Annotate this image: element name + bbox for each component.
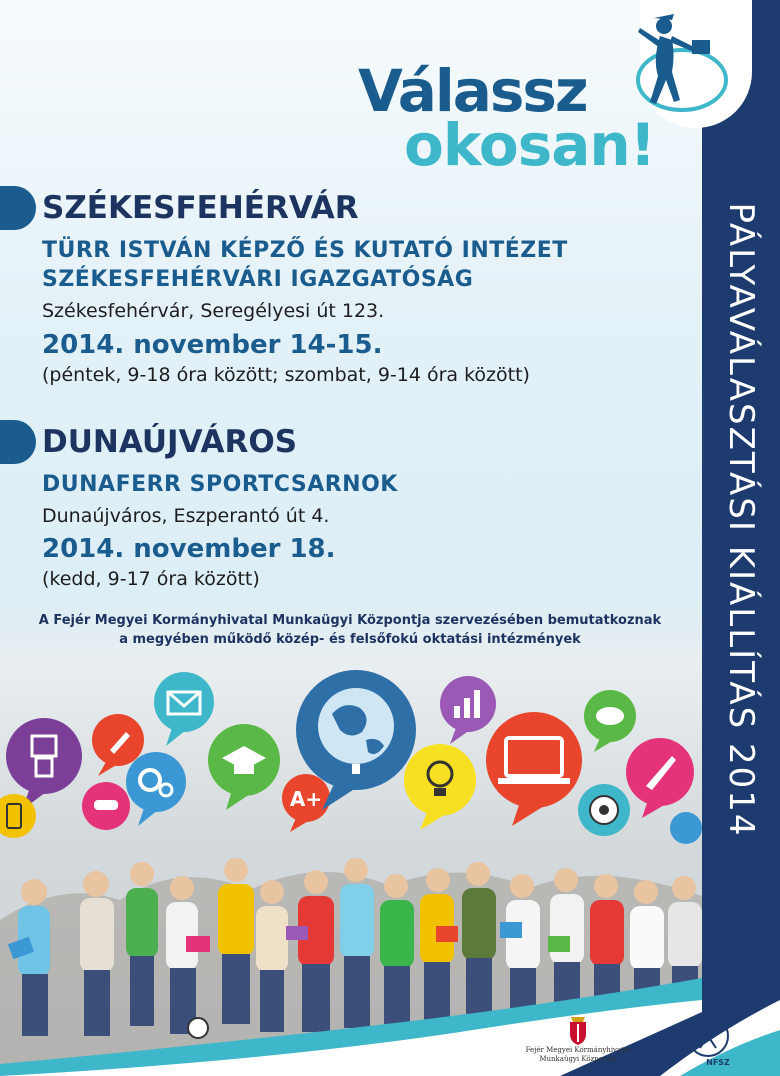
diploma-bubble-icon [82, 782, 130, 830]
section-tab [0, 186, 36, 230]
football-bubble-icon [578, 784, 630, 836]
opening-hours: (kedd, 9-17 óra között) [42, 568, 260, 590]
institution-name: TÜRR ISTVÁN KÉPZŐ ÉS KUTATÓ INTÉZET [42, 238, 568, 263]
city-heading: DUNAÚJVÁROS [42, 424, 298, 460]
event-date: 2014. november 18. [42, 534, 336, 564]
sidebar-title: PÁLYAVÁLASZTÁSI KIÁLLÍTÁS 2014 [721, 202, 761, 838]
grade-bubble-icon [282, 774, 330, 832]
address: Székesfehérvár, Seregélyesi út 123. [42, 300, 385, 322]
opening-hours: (péntek, 9-18 óra között; szombat, 9-14 óra között) [42, 364, 530, 386]
grade-text: A+ [289, 787, 323, 811]
graduation-cap-bubble-icon [208, 724, 280, 810]
logo-word-1: Válassz [358, 57, 587, 125]
running-man-icon [616, 6, 734, 116]
intro-line: a megyében működő közép- és felsőfokú oktatási intézmények [119, 632, 581, 647]
bulb-bubble-icon [404, 744, 476, 830]
chat-bubble-icon [584, 690, 636, 752]
section-tab [0, 420, 36, 464]
nfsz-label: NFSZ [706, 1058, 730, 1067]
city-heading: SZÉKESFEHÉRVÁR [42, 190, 359, 226]
tablet-bubble-icon [670, 812, 702, 844]
laptop-bubble-icon [486, 712, 582, 826]
logo-word-2: okosan! [404, 111, 656, 179]
institution-name: SZÉKESFEHÉRVÁRI IGAZGATÓSÁG [42, 267, 474, 292]
event-date: 2014. november 14-15. [42, 330, 383, 360]
chart-bubble-icon [440, 676, 496, 744]
mail-bubble-icon [154, 672, 214, 746]
nfsz-seal-icon [686, 1014, 730, 1058]
org-name-line: Munkaügyi Központja [539, 1055, 617, 1063]
intro-line: A Fejér Megyei Kormányhivatal Munkaügyi Központja szervezésében bemutatkoznak [38, 613, 662, 628]
address: Dunaújváros, Eszperantó út 4. [42, 505, 330, 527]
org-name-line: Fejér Megyei Kormányhivatal [525, 1046, 631, 1054]
institution-name: DUNAFERR SPORTCSARNOK [42, 472, 398, 497]
gears-bubble-icon [126, 752, 186, 826]
coat-of-arms-icon [566, 1014, 590, 1046]
students-illustration [0, 660, 702, 1076]
rocket-bubble-icon [626, 738, 694, 818]
